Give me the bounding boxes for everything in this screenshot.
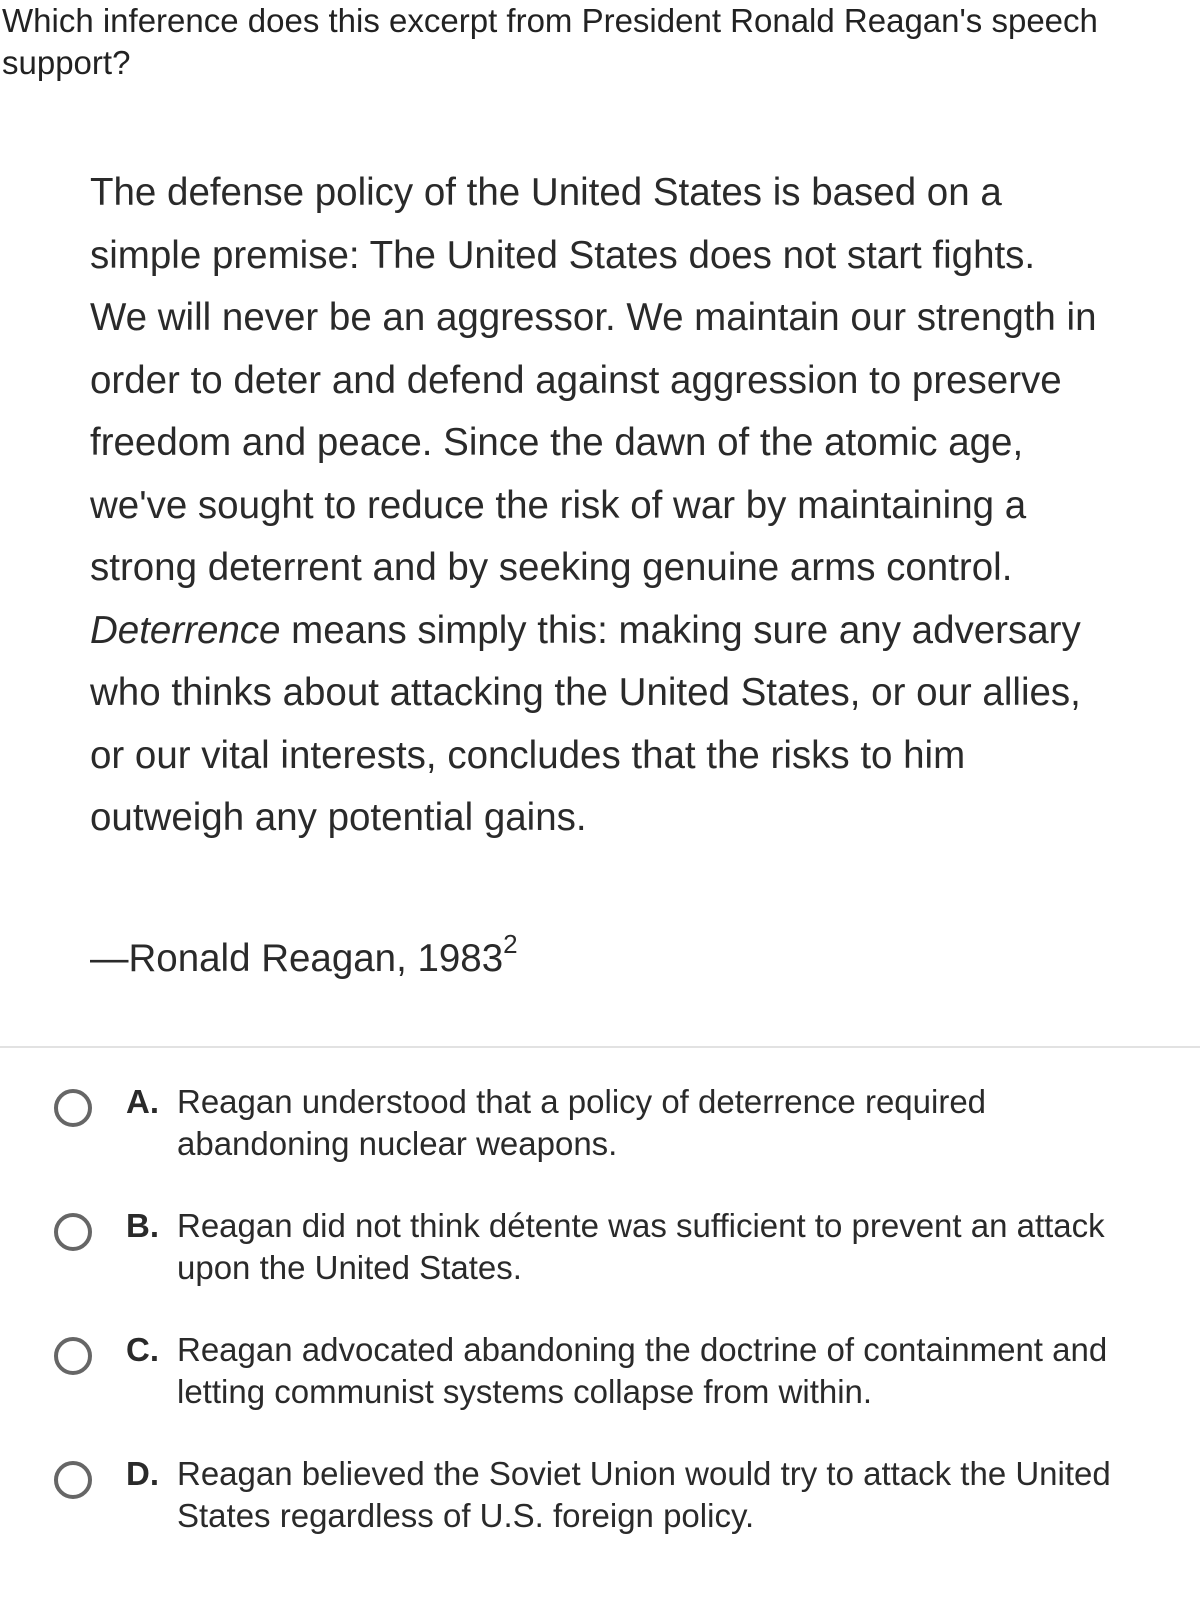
answer-choice-a[interactable] — [54, 1081, 1200, 1181]
choice-text — [177, 1329, 1200, 1413]
choice-text — [177, 1205, 1200, 1289]
excerpt-attribution — [90, 929, 518, 984]
question-prompt — [2, 0, 1192, 84]
speech-excerpt — [90, 162, 1180, 850]
choice-line: States regardless of U.S. foreign policy. — [177, 1497, 755, 1534]
choice-line: Reagan believed the Soviet Union would try to attack the United — [177, 1455, 1111, 1492]
excerpt-line: order to deter and defend against aggression to preserve — [90, 358, 1062, 402]
choice-line: abandoning nuclear weapons. — [177, 1125, 618, 1162]
excerpt-line: freedom and peace. Since the dawn of the atomic age, — [90, 421, 1024, 464]
excerpt-italic-term: Deterrence — [90, 608, 281, 652]
choice-line: Reagan advocated abandoning the doctrine of containment and — [177, 1331, 1108, 1368]
excerpt-line: outweigh any potential gains. — [90, 796, 587, 839]
choice-letter: D. — [126, 1455, 159, 1492]
footnote-marker: 2 — [503, 929, 518, 959]
radio-button-icon[interactable] — [54, 1089, 92, 1127]
excerpt-line: we've sought to reduce the risk of war by maintaining a — [90, 483, 1027, 527]
choice-letter: C. — [126, 1331, 159, 1368]
choice-text — [177, 1453, 1200, 1537]
radio-button-icon[interactable] — [54, 1461, 92, 1499]
radio-button-icon[interactable] — [54, 1213, 92, 1251]
excerpt-line-rest: means simply this: making sure any adversary — [280, 608, 1081, 652]
question-line: Which inference does this excerpt from President Ronald Reagan's speech — [2, 2, 1098, 39]
divider — [0, 1046, 1200, 1048]
radio-button-icon[interactable] — [54, 1337, 92, 1375]
answer-choice-d[interactable] — [54, 1453, 1200, 1553]
choice-letter: A. — [126, 1083, 159, 1120]
answer-choice-b[interactable] — [54, 1205, 1200, 1305]
choice-line: upon the United States. — [177, 1249, 522, 1286]
excerpt-line: who thinks about attacking the United States, or our allies, — [90, 671, 1081, 714]
excerpt-line — [90, 600, 1180, 663]
choice-line: letting communist systems collapse from within. — [177, 1373, 873, 1410]
excerpt-line: The defense policy of the United States is based on a — [90, 171, 1002, 214]
excerpt-line: We will never be an aggressor. We maintain our strength in — [90, 296, 1097, 339]
choice-line: Reagan did not think détente was sufficient to prevent an attack — [177, 1207, 1105, 1244]
excerpt-line: strong deterrent and by seeking genuine arms control. — [90, 546, 1013, 589]
question-line: support? — [2, 44, 131, 81]
answer-choice-c[interactable] — [54, 1329, 1200, 1429]
attribution-text: —Ronald Reagan, 1983 — [90, 937, 504, 980]
excerpt-line: or our vital interests, concludes that the risks to him — [90, 733, 966, 777]
choice-line: Reagan understood that a policy of deterrence required — [177, 1083, 987, 1120]
choice-letter: B. — [126, 1207, 159, 1244]
choice-text — [177, 1081, 1200, 1165]
excerpt-line: simple premise: The United States does not start fights. — [90, 233, 1036, 277]
